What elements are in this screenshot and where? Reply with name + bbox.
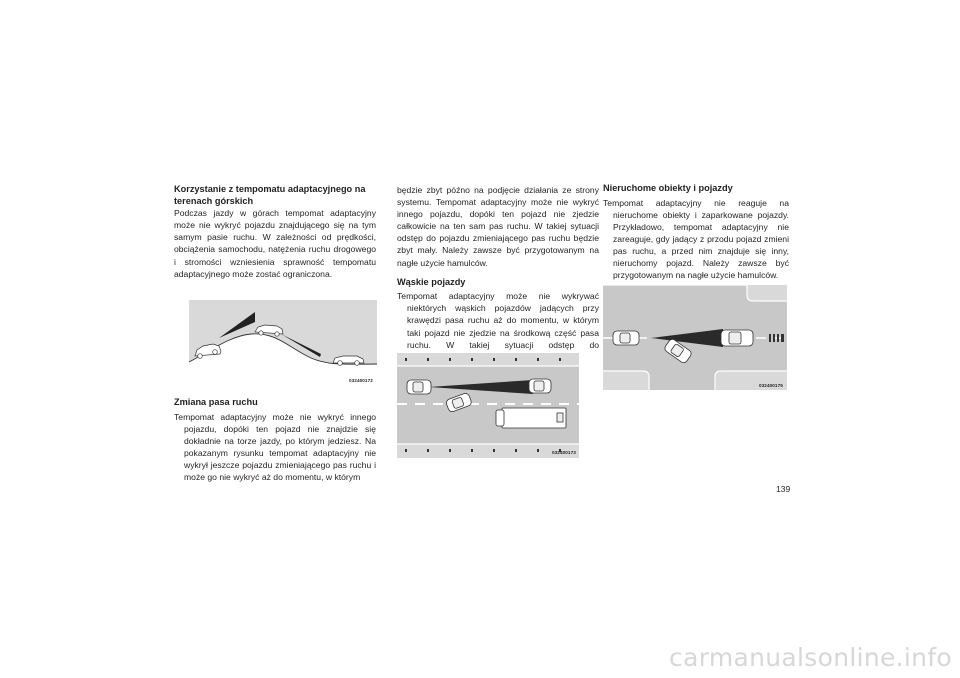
section-heading-stationary-objects: Nieruchome obiekty i pojazdy xyxy=(603,183,733,193)
paragraph-lane-change-cont: będzie zbyt późno na podjęcie działania ze strony systemu. Tempomat adaptacyjny może nie wykryć innego pojazdu, dopóki ten pojazd nie zjedzie całkowicie na ten sam pas ruchu. W takiej sytuacji odstęp do pojazdu zmieniającego pas ruchu będzie zbyt mały. Należy zawsze być przygotowanym na nagłe użycie hamulców. xyxy=(397,185,599,268)
paragraph-narrow-vehicles: Tempomat adaptacyjny może nie wykrywać niektórych wąskich pojazdów jadących przy krawędzi pasa ruchu aż do momentu, w którym taki pojazd nie zjedzie na środkową część pasa ruchu. W takiej sytuacji odstęp do xyxy=(397,291,599,350)
page-number: 139 xyxy=(776,484,791,494)
figure-stationary-vehicle xyxy=(603,285,787,390)
column-2 xyxy=(397,184,599,363)
figure-code-stationary: 032400175 xyxy=(759,383,783,388)
figure-code-highway: 032400173 xyxy=(552,450,576,455)
section-heading-narrow-vehicles: Wąskie pojazdy xyxy=(397,276,466,287)
paragraph-mountain: Podczas jazdy w górach tempomat adaptacyjny może nie wykryć pojazdu znajdującego się na tym samym pasie ruchu. W zależności od prędkości, obciążenia samochodu, natężenia ruchu drogowego i stromości wzniesienia sprawność tempomatu adaptacyjnego może zostać ograniczona. xyxy=(174,208,376,279)
column-1-lower xyxy=(174,397,376,483)
watermark-text: carmanualsonline.info xyxy=(669,643,952,672)
column-3 xyxy=(603,183,789,281)
figure-highway-lanes xyxy=(397,353,579,458)
figure-mountain-road xyxy=(189,300,377,386)
section-heading-lane-change: Zmiana pasa ruchu xyxy=(174,397,258,407)
figure-code-mountain: 032400172 xyxy=(349,378,373,383)
paragraph-lane-change: Tempomat adaptacyjny może nie wykryć innego pojazdu, dopóki ten pojazd nie znajdzie się dokładnie na torze jazdy, po którym jedziesz. Na pokazanym rysunku tempomat adaptacyjny nie wykrył jeszcze pojazdu zmieniającego pas ruchu i może go nie wykryć aż do momentu, w którym xyxy=(174,411,376,483)
column-1 xyxy=(174,184,376,280)
section-heading-mountain: Korzystanie z tempomatu adaptacyjnego na terenach górskich xyxy=(174,184,366,206)
paragraph-stationary-objects: Tempomat adaptacyjny nie reaguje na nieruchome obiekty i zaparkowane pojazdy. Przykładowo, tempomat adaptacyjny nie zareaguje, gdy jadący z przodu pojazd zmieni pas ruchu, a przed nim znajduje się inny, nieruchomy pojazd. Należy zawsze być przygotowanym na nagłe użycie hamulców. xyxy=(603,197,789,281)
